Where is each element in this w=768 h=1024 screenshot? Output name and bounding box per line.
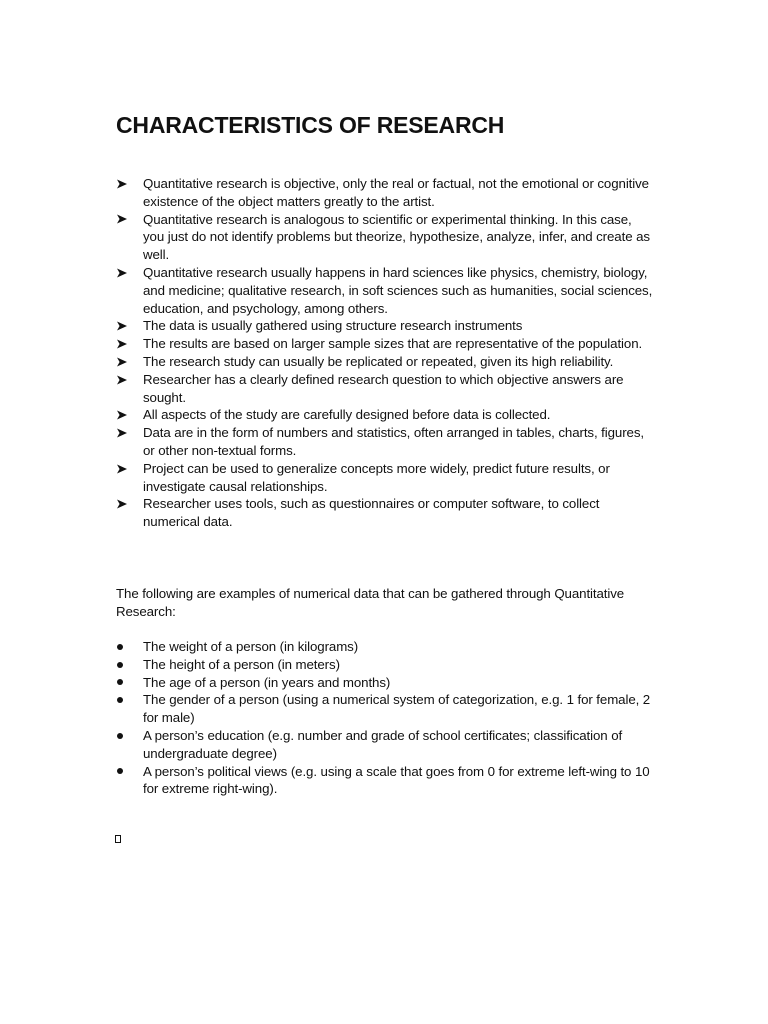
- arrowhead-bullet-icon: [116, 371, 132, 389]
- list-item: [116, 763, 656, 799]
- list-item-text: Project can be used to generalize concepts more widely, predict future results, or investigate causal relationships.: [143, 460, 610, 494]
- arrowhead-bullet-icon: [116, 460, 132, 478]
- list-item-text: Data are in the form of numbers and statistics, often arranged in tables, charts, figures, or other non-textual forms.: [143, 425, 644, 458]
- list-item-text: Quantitative research is objective, only the real or factual, not the emotional or cognitive existence of the object matters greatly to the artist.: [143, 176, 649, 209]
- arrowhead-bullet-icon: [116, 317, 132, 335]
- page-title: CHARACTERISTICS OF RESEARCH: [116, 112, 505, 138]
- list-item: [116, 460, 656, 496]
- list-item-text: The results are based on larger sample sizes that are representative of the population.: [143, 336, 643, 352]
- list-item: [116, 264, 656, 317]
- dot-bullet-icon: [116, 656, 132, 674]
- list-item-text: Quantitative research usually happens in hard sciences like physics, chemistry, biology, and medicine; qualitative research, in soft sciences such as humanities, social sciences, education, and psychology, among others.: [143, 264, 653, 316]
- list-item: [116, 424, 656, 460]
- list-item-text: The age of a person (in years and months): [143, 674, 391, 690]
- dot-bullet-icon: [116, 727, 132, 745]
- examples-list: [116, 638, 656, 798]
- list-item: [116, 638, 656, 656]
- dot-bullet-icon: [116, 763, 132, 781]
- dot-bullet-icon: [116, 691, 132, 709]
- list-item: [116, 674, 656, 692]
- list-item-text: Researcher uses tools, such as questionnaires or computer software, to collect numerical data.: [143, 496, 600, 530]
- arrowhead-bullet-icon: [116, 211, 132, 229]
- arrowhead-bullet-icon: [116, 424, 132, 442]
- list-item: [116, 656, 656, 674]
- dot-bullet-icon: [116, 638, 132, 656]
- arrowhead-bullet-icon: [116, 175, 132, 193]
- dot-bullet-icon: [116, 674, 132, 692]
- arrowhead-bullet-icon: [116, 495, 132, 513]
- list-item: [116, 371, 656, 407]
- list-item: [116, 691, 656, 727]
- arrowhead-bullet-icon: [116, 353, 132, 371]
- arrowhead-bullet-icon: [116, 406, 132, 424]
- list-item: [116, 317, 656, 335]
- list-item: [116, 175, 656, 211]
- list-item: [116, 727, 656, 763]
- arrowhead-bullet-icon: [116, 264, 132, 282]
- list-item-text: The data is usually gathered using structure research instruments: [143, 318, 523, 334]
- arrowhead-bullet-icon: [116, 335, 132, 353]
- missing-glyph-box-icon: [115, 835, 121, 843]
- list-item: [116, 406, 656, 424]
- list-item-text: Quantitative research is analogous to scientific or experimental thinking. In this case, you just do not identify problems but theorize, hypothesize, analyze, infer, and create as well.: [143, 211, 650, 263]
- list-item-text: The gender of a person (using a numerical system of categorization, e.g. 1 for female, 2 for male): [143, 692, 651, 726]
- examples-intro: The following are examples of numerical data that can be gathered through Quantitative Research:: [116, 586, 625, 619]
- characteristics-list: [116, 175, 656, 531]
- list-item-text: A person’s political views (e.g. using a scale that goes from 0 for extreme left-wing to 10 for extreme right-wing).: [143, 763, 650, 797]
- list-item: [116, 353, 656, 371]
- list-item-text: All aspects of the study are carefully designed before data is collected.: [143, 407, 551, 423]
- list-item-text: The height of a person (in meters): [143, 656, 340, 672]
- list-item: [116, 211, 656, 264]
- list-item: [116, 335, 656, 353]
- list-item-text: Researcher has a clearly defined research question to which objective answers are sought.: [143, 371, 624, 405]
- list-item: [116, 495, 656, 531]
- list-item-text: The research study can usually be replicated or repeated, given its high reliability.: [143, 353, 614, 369]
- list-item-text: A person’s education (e.g. number and grade of school certificates; classification of undergraduate degree): [143, 727, 623, 761]
- list-item-text: The weight of a person (in kilograms): [143, 639, 359, 654]
